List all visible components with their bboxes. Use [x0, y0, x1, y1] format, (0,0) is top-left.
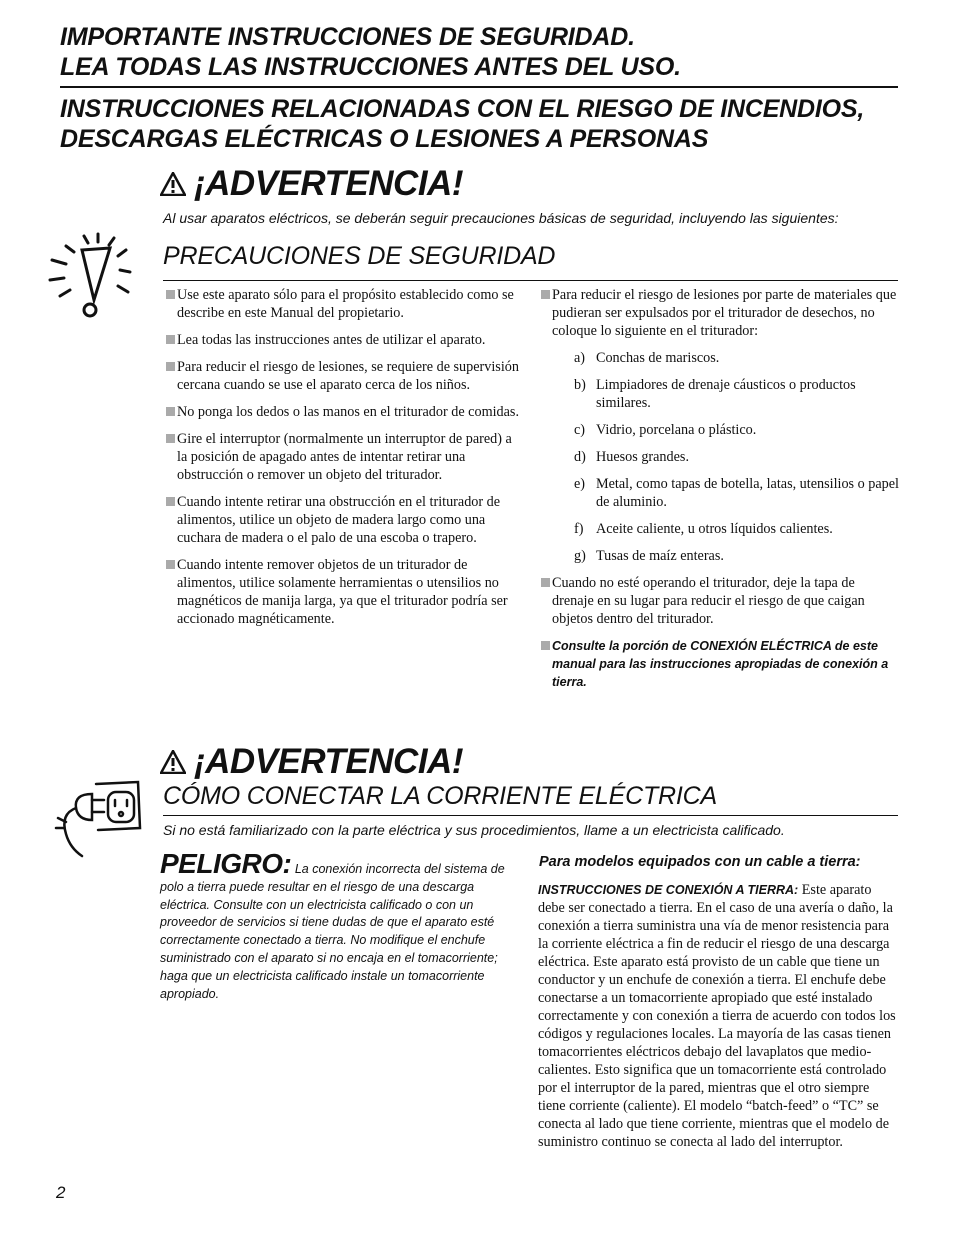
list-item: Cuando intente remover objetos de un triturador de alimentos, utilice solamente herramientas o utensilios no magnéticos de manija larga, ya que el triturador podría ser accionado magnéticamente.: [165, 556, 523, 628]
electrical-reference-note: Consulte la porción de CONEXIÓN ELÉCTRICA de este manual para las instrucciones apropiadas de conexión a tierra.: [540, 637, 900, 691]
grounding-lead: INSTRUCCIONES DE CONEXIÓN A TIERRA:: [538, 883, 799, 897]
list-item: Para reducir el riesgo de lesiones, se requiere de supervisión cercana cuando se use el aparato cerca de los niños.: [165, 358, 523, 394]
precautions-right-column: [540, 286, 900, 700]
section-title-conectar: CÓMO CONECTAR LA CORRIENTE ELÉCTRICA: [163, 782, 717, 810]
sub-list-text: Metal, como tapas de botella, latas, utensilios o papel de aluminio.: [596, 476, 899, 510]
section-divider-2: [163, 815, 898, 816]
header-line-4: DESCARGAS ELÉCTRICAS O LESIONES A PERSONAS: [60, 125, 709, 153]
warning-intro: Al usar aparatos eléctricos, se deberán seguir precauciones básicas de seguridad, incluyendo las siguientes:: [163, 210, 839, 226]
exclamation-alert-icon: [44, 230, 144, 322]
list-item: Gire el interruptor (normalmente un interruptor de pared) a la posición de apagado antes de intentar retirar una obstrucción o remover un objeto del triturador.: [165, 430, 523, 484]
danger-block: [160, 850, 520, 1003]
sub-list-text: Tusas de maíz enteras.: [596, 548, 724, 564]
sub-list-item: [540, 520, 900, 538]
sub-list-letter: c): [574, 422, 586, 438]
electrician-note: Si no está familiarizado con la parte eléctrica y sus procedimientos, llame a un electricista calificado.: [163, 822, 785, 838]
sub-list-text: Vidrio, porcelana o plástico.: [596, 422, 757, 438]
list-item: Cuando intente retirar una obstrucción en el triturador de alimentos, utilice un objeto de madera largo como una cuchara de madera o el palo de una escoba o trapero.: [165, 493, 523, 547]
list-item: Para reducir el riesgo de lesiones por parte de materiales que pudieran ser expulsados por el triturador de desechos, no coloque lo siguiente en el triturador:: [540, 286, 900, 340]
warning-triangle-icon: [160, 172, 186, 196]
list-item: Use este aparato sólo para el propósito establecido como se describe en este Manual del propietario.: [165, 286, 523, 322]
header-line-3: INSTRUCCIONES RELACIONADAS CON EL RIESGO DE INCENDIOS,: [60, 95, 865, 123]
sub-list-text: Aceite caliente, u otros líquidos calientes.: [596, 521, 833, 537]
sub-list-text: Huesos grandes.: [596, 449, 689, 465]
list-item: No ponga los dedos o las manos en el triturador de comidas.: [165, 403, 523, 421]
sub-list-item: [540, 448, 900, 466]
page-number: 2: [56, 1183, 66, 1202]
section-divider-1: [163, 280, 898, 281]
sub-list-letter: g): [574, 548, 586, 564]
sub-list-letter: b): [574, 377, 586, 393]
sub-list-item: [540, 475, 900, 511]
sub-list-letter: f): [574, 521, 584, 537]
header-line-1: IMPORTANTE INSTRUCCIONES DE SEGURIDAD.: [60, 23, 635, 51]
precautions-left-column: [165, 286, 523, 637]
header-line-2: LEA TODAS LAS INSTRUCCIONES ANTES DEL USO.: [60, 53, 681, 81]
grounding-heading: Para modelos equipados con un cable a tierra:: [539, 854, 861, 870]
list-item: Cuando no esté operando el triturador, deje la tapa de drenaje en su lugar para reducir el riesgo de que caigan objetos dentro del triturador.: [540, 574, 900, 628]
danger-word: PELIGRO:: [160, 848, 292, 879]
plug-outlet-icon: [52, 778, 144, 864]
warning-title-2: [160, 742, 463, 782]
warning-title-1-text: ¡ADVERTENCIA!: [194, 164, 463, 203]
grounding-instructions: [538, 881, 900, 1151]
sub-list-letter: e): [574, 476, 586, 492]
sub-list-item: [540, 547, 900, 565]
warning-triangle-icon: [160, 750, 186, 774]
header-block-2: [60, 94, 920, 154]
header-block-1: [60, 22, 900, 82]
sub-list-text: Limpiadores de drenaje cáusticos o productos similares.: [596, 377, 856, 411]
warning-title-2-text: ¡ADVERTENCIA!: [194, 742, 463, 781]
sub-list-item: [540, 421, 900, 439]
header-divider: [60, 86, 898, 88]
warning-title-1: [160, 164, 463, 204]
sub-list-text: Conchas de mariscos.: [596, 350, 720, 366]
danger-text: La conexión incorrecta del sistema de polo a tierra puede resultar en el riesgo de una descarga eléctrica. Consulte con un electricista calificado o con un proveedor de servicios si tiene dudas de que el aparato esté correctamente conectado a tierra. No modifique el enchufe suministrado con el aparato si no encaja en el tomacorriente; haga que un electricista calificado instale un tomacorriente apropiado.: [160, 862, 505, 1001]
section-title-precauciones: PRECAUCIONES DE SEGURIDAD: [163, 242, 556, 270]
sub-list-letter: d): [574, 449, 586, 465]
sub-list-item: [540, 376, 900, 412]
grounding-text: Este aparato debe ser conectado a tierra. En el caso de una avería o daño, la conexión a tierra suministra una vía de menor resistencia para la corriente eléctrica a fin de reducir el riesgo de una descarga eléctrica. Este aparato está provisto de un cable que tiene un conductor y un enchufe de conexión a tierra. El enchufe debe conectarse a un tomacorriente apropiado que esté instalado correctamente y con conexión a tierra de acuerdo con todos los códigos y regulaciones locales. La mayoría de las casas tienen tomacorrientes eléctricos debajo del lavaplatos que medio-calientes. Esto significa que un tomacorriente está controlado por el interruptor de la pared, mientras que el otro siempre tiene corriente (caliente). El modelo “batch-feed” o “TC” se conecta al lado que tiene corriente, mientras que el modelo de suministro continuo se conecta al lado del interruptor.: [538, 882, 896, 1150]
list-item: Lea todas las instrucciones antes de utilizar el aparato.: [165, 331, 523, 349]
sub-list-item: [540, 349, 900, 367]
sub-list-letter: a): [574, 350, 586, 366]
